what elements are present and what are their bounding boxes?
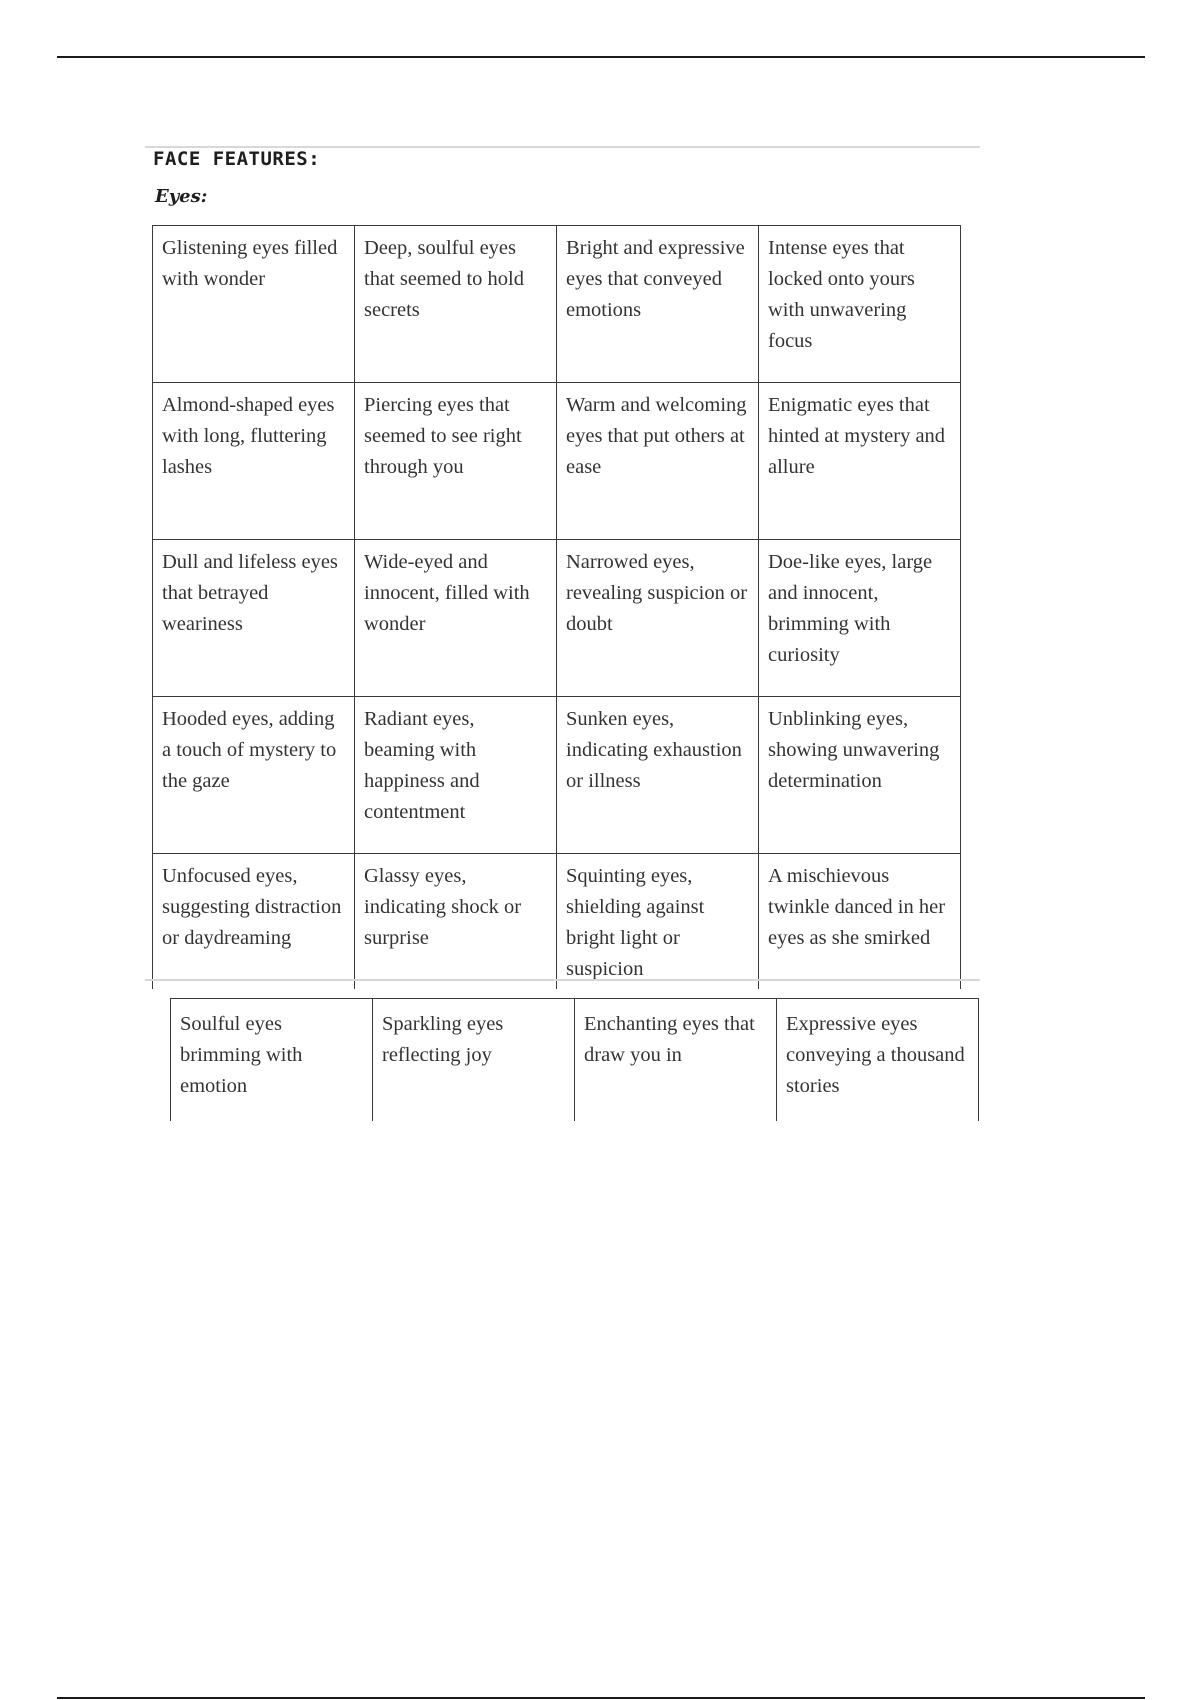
table-cell: Warm and welcoming eyes that put others at ease: [557, 383, 759, 540]
table-cell: Glistening eyes filled with wonder: [153, 226, 355, 383]
table-cell: Bright and expressive eyes that conveyed emotions: [557, 226, 759, 383]
scanned-page-image: [145, 146, 980, 1131]
eyes-description-table: [152, 225, 961, 989]
table-cell: Dull and lifeless eyes that betrayed weariness: [153, 540, 355, 697]
table-cell: Wide-eyed and innocent, filled with wonder: [355, 540, 557, 697]
table-cell: Doe-like eyes, large and innocent, brimming with curiosity: [759, 540, 961, 697]
table-row: [153, 383, 961, 540]
eyes-description-table-continued: [170, 998, 979, 1121]
table-cell: Deep, soulful eyes that seemed to hold secrets: [355, 226, 557, 383]
table-cell: Unblinking eyes, showing unwavering determination: [759, 697, 961, 854]
table-cell: Glassy eyes, indicating shock or surprise: [355, 854, 557, 990]
table-cell: Radiant eyes, beaming with happiness and contentment: [355, 697, 557, 854]
table-cell: Hooded eyes, adding a touch of mystery to the gaze: [153, 697, 355, 854]
table-cell: Enigmatic eyes that hinted at mystery and allure: [759, 383, 961, 540]
table-cell: Expressive eyes conveying a thousand stories: [777, 999, 979, 1121]
scan-cut-line: [145, 979, 980, 981]
table-cell: Squinting eyes, shielding against bright light or suspicion: [557, 854, 759, 990]
table-cell: Soulful eyes brimming with emotion: [171, 999, 373, 1121]
table-cell: Enchanting eyes that draw you in: [575, 999, 777, 1121]
footer-rule: [57, 1697, 1145, 1699]
table-cell: Piercing eyes that seemed to see right through you: [355, 383, 557, 540]
table-cell: Sunken eyes, indicating exhaustion or illness: [557, 697, 759, 854]
table-cell: Almond-shaped eyes with long, fluttering lashes: [153, 383, 355, 540]
table-row: [153, 854, 961, 990]
table-cell: Sparkling eyes reflecting joy: [373, 999, 575, 1121]
table-row: [153, 697, 961, 854]
header-rule: [57, 56, 1145, 58]
table-cell: Narrowed eyes, revealing suspicion or doubt: [557, 540, 759, 697]
table-row: [153, 226, 961, 383]
table-row: [171, 999, 979, 1121]
table-cell: Unfocused eyes, suggesting distraction or daydreaming: [153, 854, 355, 990]
section-heading: FACE FEATURES:: [153, 148, 321, 170]
table-cell: Intense eyes that locked onto yours with unwavering focus: [759, 226, 961, 383]
subsection-heading: Eyes:: [155, 186, 208, 207]
table-cell: A mischievous twinkle danced in her eyes as she smirked: [759, 854, 961, 990]
table-row: [153, 540, 961, 697]
